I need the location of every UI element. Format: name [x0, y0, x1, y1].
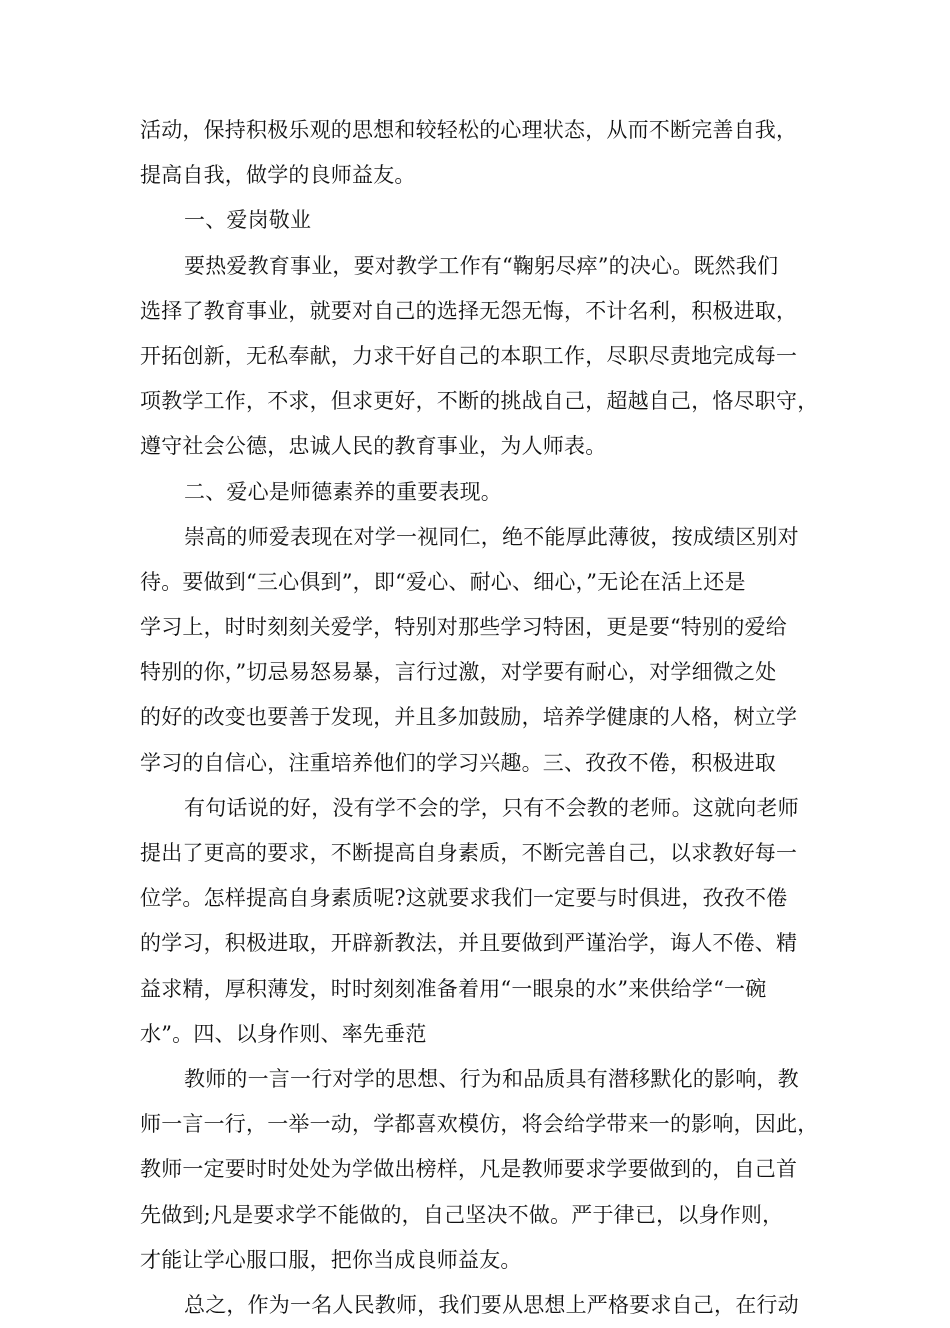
text-line: 选择了教育事业，就要对自己的选择无怨无悔，不计名利，积极进取， [140, 298, 798, 323]
text-line: 师一言一行，一举一动，学都喜欢模仿，将会给学带来一的影响，因此， [140, 1112, 819, 1137]
text-line: 遵守社会公德，忠诚人民的教育事业，为人师表。 [140, 434, 607, 459]
text-line: 的好的改变也要善于发现，并且多加鼓励，培养学健康的人格，树立学 [140, 705, 798, 730]
text-line: 的学习，积极进取，开辟新教法，并且要做到严谨治学，诲人不倦、精 [140, 931, 798, 956]
text-line: 特别的你，”切忌易怒易暴，言行过激，对学要有耐心，对学细微之处 [140, 660, 777, 685]
text-line: 益求精，厚积薄发，时时刻刻准备着用“一眼泉的水”来供给学“一碗 [140, 976, 767, 1001]
text-line: 提高自我，做学的良师益友。 [140, 163, 416, 188]
text-line: 开拓创新，无私奉献，力求干好自己的本职工作，尽职尽责地完成每一 [140, 343, 798, 368]
text-line: 崇高的师爱表现在对学一视同仁，绝不能厚此薄彼，按成绩区别对 [184, 524, 799, 549]
text-line: 水”。四、以身作则、率先垂范 [140, 1021, 427, 1046]
text-line: 先做到;凡是要求学不能做的，自己坚决不做。严于律已，以身作则， [140, 1202, 784, 1227]
document-body [140, 108, 830, 1328]
text-line: 一、爱岗敬业 [184, 208, 312, 233]
text-line: 学习上，时时刻刻关爱学，特别对那些学习特困，更是要“特别的爱给 [140, 615, 787, 640]
text-line: 要热爱教育事业，要对教学工作有“鞠躬尽瘁”的决心。既然我们 [184, 253, 779, 278]
text-line: 活动，保持积极乐观的思想和较轻松的心理状态，从而不断完善自我， [140, 118, 798, 142]
text-line: 才能让学心服口服，把你当成良师益友。 [140, 1247, 522, 1272]
text-line: 提出了更高的要求，不断提高自身素质，不断完善自己，以求教好每一 [140, 841, 798, 865]
text-line: 教师一定要时时处处为学做出榜样，凡是教师要求学要做到的，自己首 [140, 1157, 798, 1182]
text-line: 教师的一言一行对学的思想、行为和品质具有潜移默化的影响，教 [184, 1066, 799, 1091]
text-line: 有句话说的好，没有学不会的学，只有不会教的老师。这就向老师 [184, 795, 799, 820]
text-line: 二、爱心是师德素养的重要表现。 [184, 479, 502, 504]
text-line: 项教学工作，不求，但求更好，不断的挑战自己，超越自己，恪尽职守， [140, 389, 819, 414]
text-line: 总之，作为一名人民教师，我们要从思想上严格要求自己，在行动 [184, 1292, 799, 1317]
text-line: 待。要做到“三心俱到”，即“爱心、耐心、细心，”无论在活上还是 [140, 569, 746, 594]
text-line: 学习的自信心，注重培养他们的学习兴趣。三、孜孜不倦，积极进取 [140, 750, 776, 775]
text-line: 位学。怎样提高自身素质呢?这就要求我们一定要与时俱进，孜孜不倦 [140, 886, 788, 911]
